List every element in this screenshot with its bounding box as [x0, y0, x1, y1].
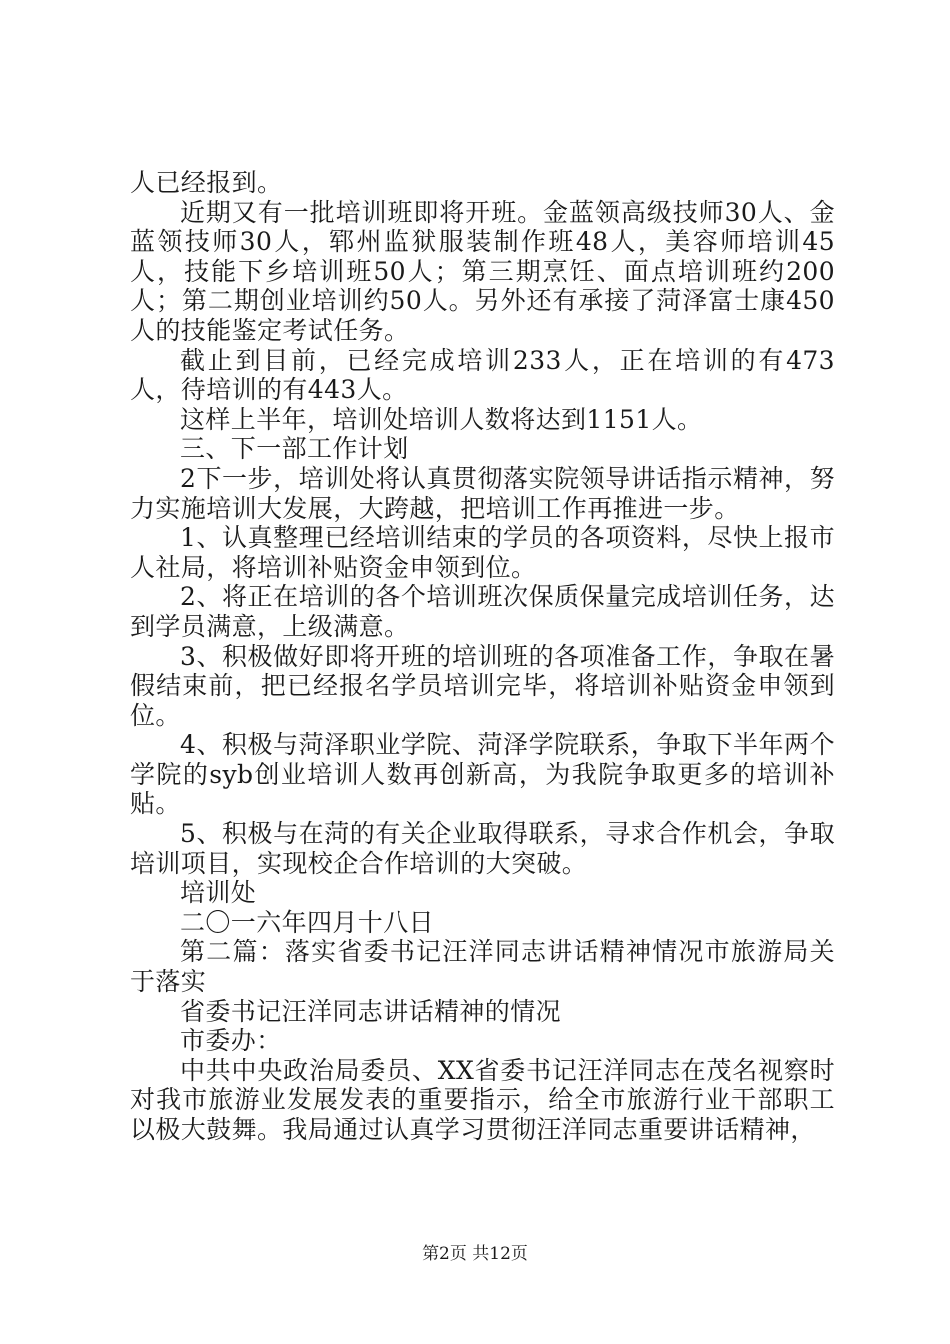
list-item-2: 2、将正在培训的各个培训班次保质保量完成培训任务，达到学员满意，上级满意。	[130, 582, 835, 641]
article-2-recipient: 市委办：	[180, 1026, 282, 1056]
article-2-subtitle: 省委书记汪洋同志讲话精神的情况	[180, 996, 562, 1026]
paragraph-continuation: 人已经报到。	[130, 168, 283, 197]
section-heading-next-plan: 三、下一部工作计划	[180, 434, 409, 464]
paragraph-training-totals: 截止到目前，已经完成培训233人，正在培训的有473人，待培训的有443人。	[130, 345, 835, 405]
list-item-5: 5、积极与在菏的有关企业取得联系，寻求合作机会，争取培训项目，实现校企合作培训的大突破。	[130, 819, 835, 878]
list-item-3: 3、积极做好即将开班的培训班的各项准备工作，争取在暑假结束前，把已经报名学员培训完毕，将培训补贴资金申领到位。	[130, 641, 835, 730]
list-item-1: 1、认真整理已经培训结束的学员的各项资料，尽快上报市人社局，将培训补贴资金申领到位。	[130, 523, 835, 582]
signature-department: 培训处	[180, 878, 257, 908]
article-2-body: 中共中央政治局委员、XX省委书记汪洋同志在茂名视察时对我市旅游业发展发表的重要指示，给全市旅游行业干部职工以极大鼓舞。我局通过认真学习贯彻汪洋同志重要讲话精神，	[130, 1055, 835, 1144]
paragraph-next-step: 2下一步，培训处将认真贯彻落实院领导讲话指示精神，努力实施培训大发展，大跨越，把培训工作再推进一步。	[130, 463, 835, 523]
paragraph-half-year-total: 这样上半年，培训处培训人数将达到1151人。	[180, 404, 703, 434]
page-number: 第2页 共12页	[422, 1244, 528, 1264]
signature-date: 二〇一六年四月十八日	[180, 907, 435, 937]
document-body	[130, 168, 835, 1145]
paragraph-upcoming-classes: 近期又有一批培训班即将开班。金蓝领高级技师30人、金蓝领技师30人，郓州监狱服装制作班48人，美容师培训45人，技能下乡培训班50人；第三期烹饪、面点培训班约200人；第二期创业培训约50人。另外还有承接了菏泽富士康450人的技能鉴定考试任务。	[130, 197, 835, 345]
article-2-title: 第二篇：落实省委书记汪洋同志讲话精神情况市旅游局关于落实	[130, 937, 835, 997]
list-item-4: 4、积极与菏泽职业学院、菏泽学院联系，争取下半年两个学院的syb创业培训人数再创新高，为我院争取更多的培训补贴。	[130, 730, 835, 819]
